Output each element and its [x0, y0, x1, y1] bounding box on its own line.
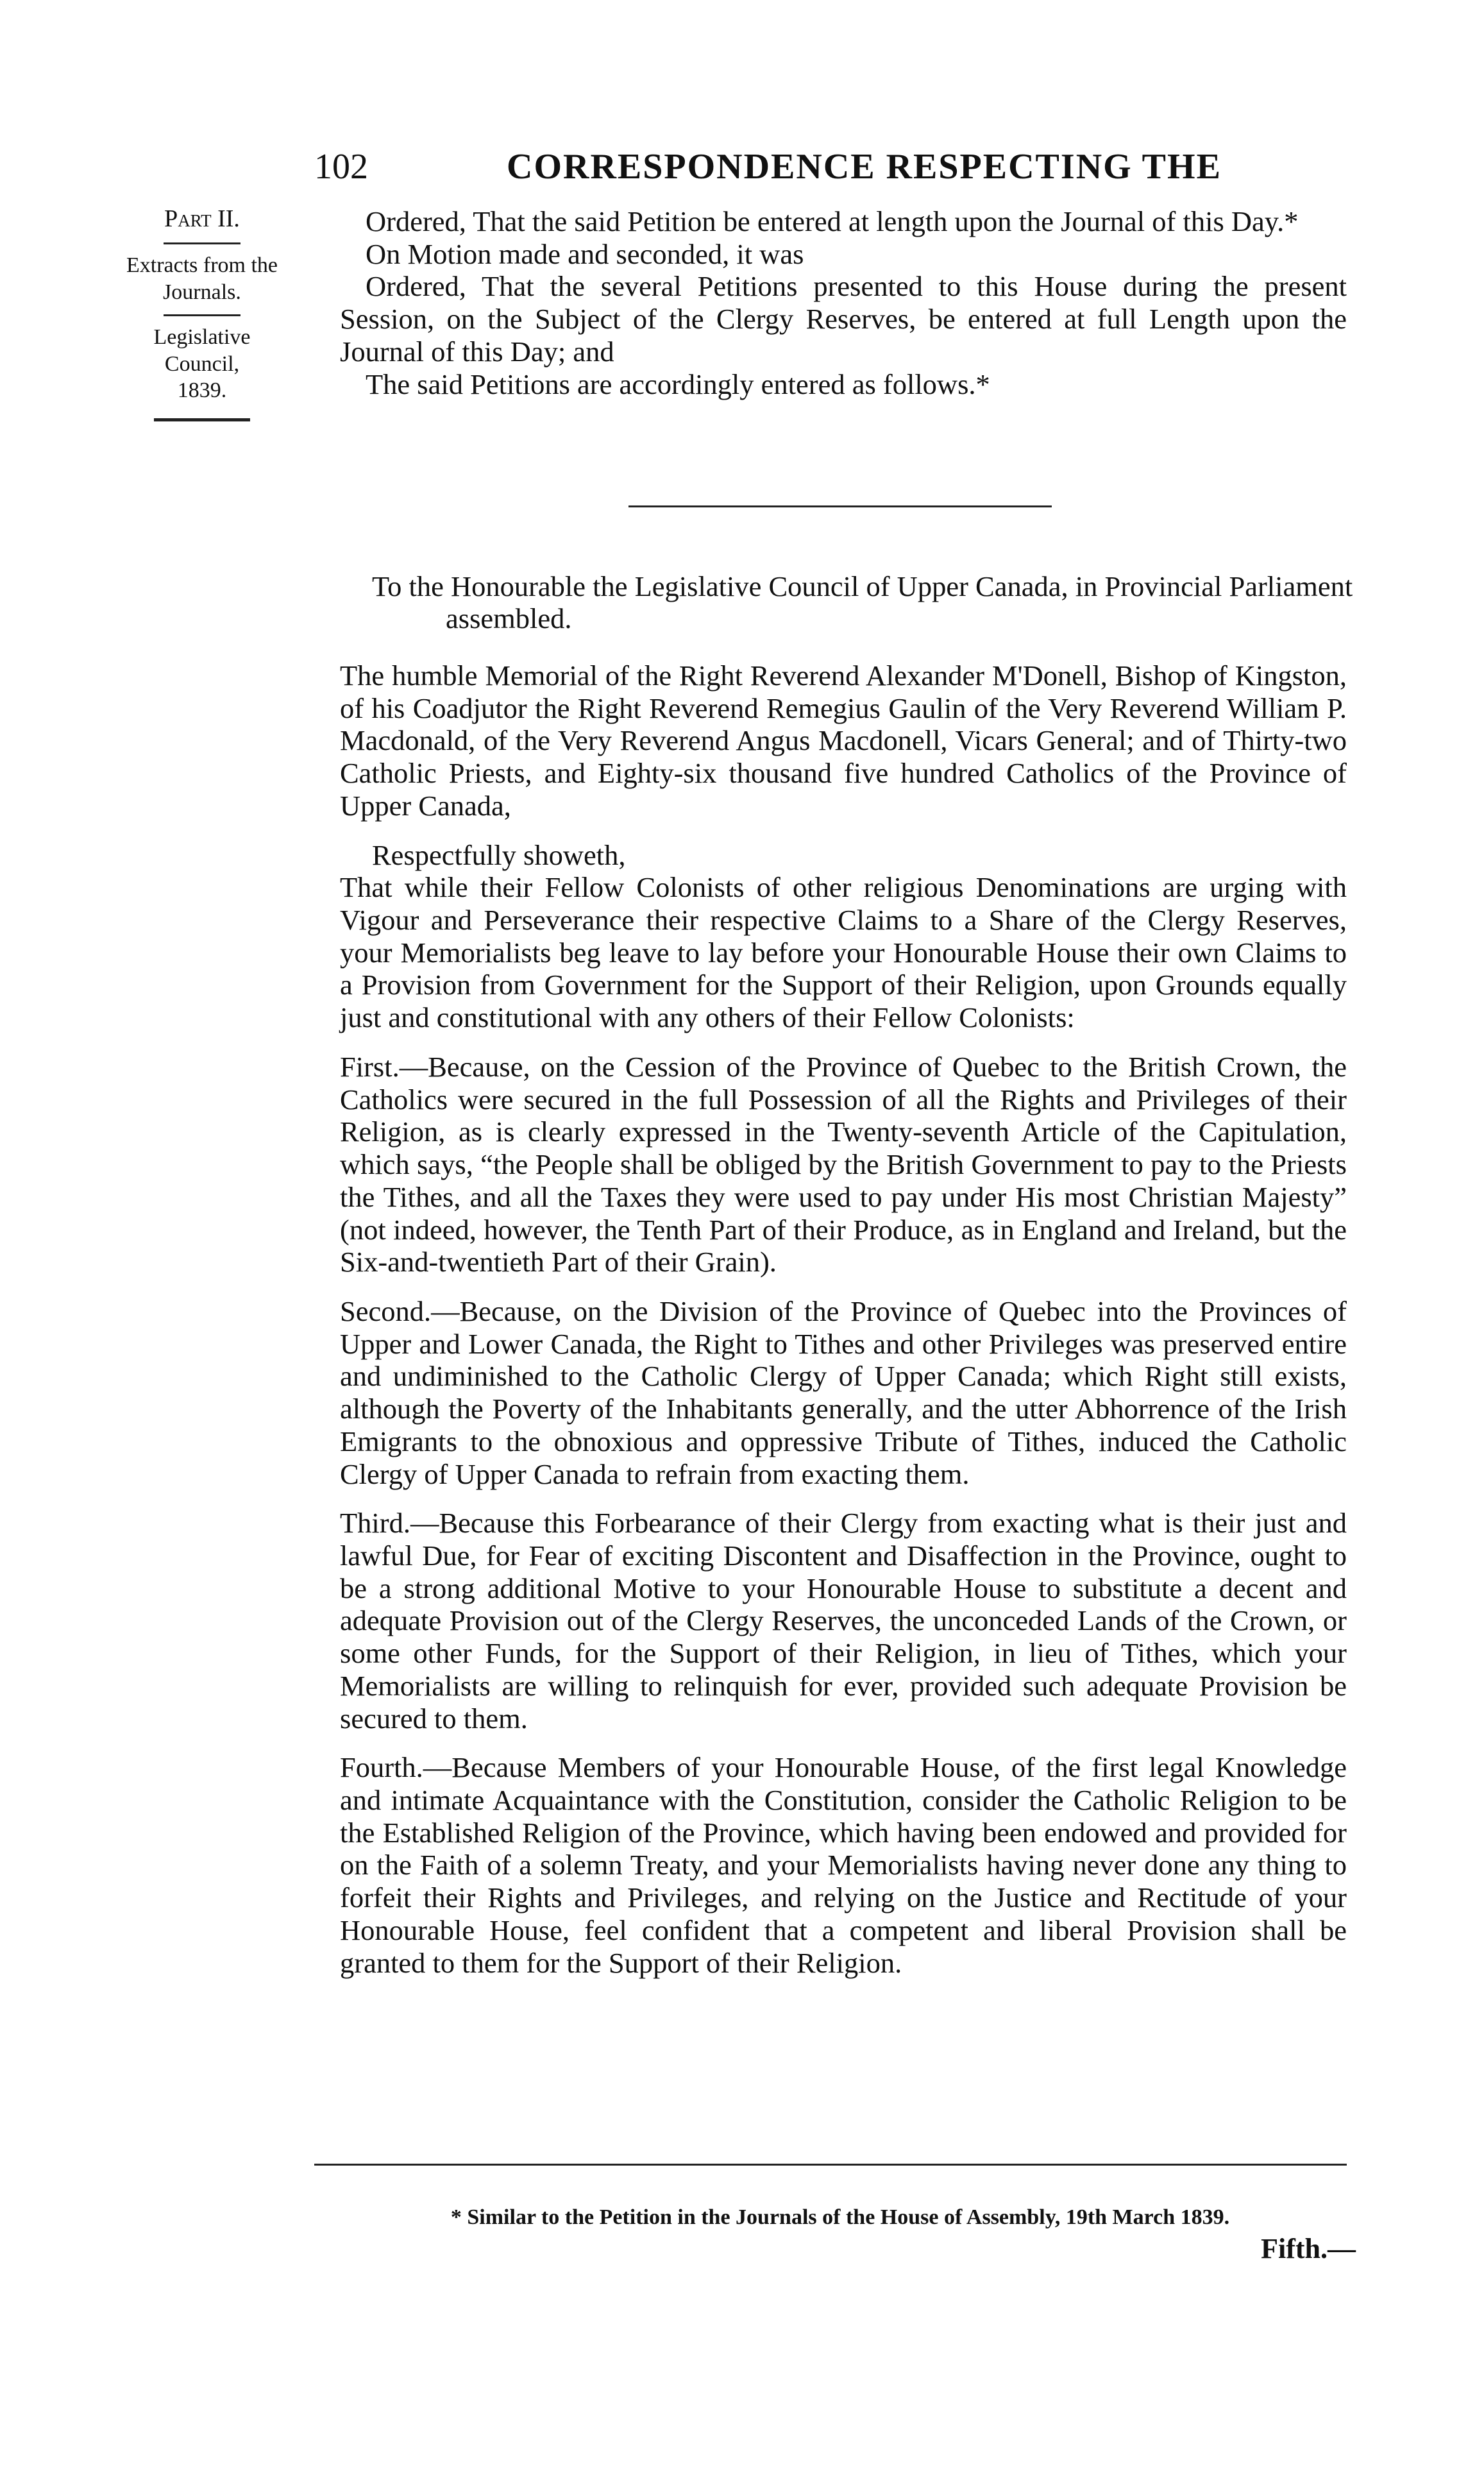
memorial-salutation: Respectfully showeth, — [372, 838, 626, 871]
page-number: 102 — [314, 147, 368, 187]
margin-divider — [154, 418, 250, 421]
margin-section: Extracts from the Journals. — [126, 253, 278, 304]
petition-address: To the Honourable the Legislative Council of Upper Canada, in Provincial Parliament assembled. — [372, 570, 1353, 634]
memorial-paragraph: First.—Because, on the Cession of the Province of Quebec to the British Crown, the Catholics were secured in the full Possession of all the Rights and Privileges of their Religion, as is clearly expressed in the Twenty-seventh Article of the Capitulation, which says, “the People shall be obliged by the British Government to pay to the Priests the Tithes, and all the Taxes they were used to pay under His most Christian Majesty” (not indeed, however, the Tenth Part of their Produce, as in England and Ireland, but the Six-and-twentieth Part of their Grain). — [340, 1050, 1347, 1278]
running-title: CORRESPONDENCE RESPECTING THE — [507, 147, 1222, 187]
memorial-body — [340, 659, 1347, 1996]
margin-year: 1839. — [177, 378, 227, 403]
margin-divider — [164, 242, 240, 244]
footnote: * Similar to the Petition in the Journals of the House of Assembly, 19th March 1839. — [450, 2205, 1230, 2229]
catchword: Fifth.— — [1261, 2233, 1356, 2264]
memorial-paragraph: Second.—Because, on the Division of the Province of Quebec into the Provinces of Upper and Lower Canada, the Right to Tithes and other Privileges was preserved entire and undiminished to the Catholic Clergy of Upper Canada; which Right still exists, although the Poverty of the Inhabitants generally, and the utter Abhorrence of the Irish Emigrants to the obnoxious and oppressive Tribute of Tithes, induced the Catholic Clergy of Upper Canada to refrain from exacting them. — [340, 1294, 1347, 1490]
memorial-paragraph: That while their Fellow Colonists of other religious Denominations are urging with Vigour and Perseverance their respective Claims to a Share of the Clergy Reserves, your Memorialists beg leave to lay before your Honourable House their own Claims to a Provision from Government for the Support of their Religion, upon Grounds equally just and constitutional with any others of their Fellow Colonists: — [340, 871, 1347, 1034]
page-header — [314, 146, 1353, 204]
journal-intro — [340, 205, 1347, 400]
intro-paragraph: On Motion made and seconded, it was — [366, 237, 804, 270]
margin-divider — [164, 314, 240, 316]
margin-subsection: Legislative Council, — [153, 325, 251, 376]
footnote-divider — [314, 2164, 1347, 2166]
intro-paragraph: Ordered, That the said Petition be entered at length upon the Journal of this Day.* — [366, 205, 1299, 237]
margin-part: Part II. — [164, 205, 240, 232]
margin-note — [115, 204, 289, 421]
memorial-paragraph: Third.—Because this Forbearance of their Clergy from exacting what is their just and lawful Due, for Fear of exciting Discontent and Disaffection in the Province, ought to be a strong additional Motive to your Honourable House to substitute a decent and adequate Provision out of the Clergy Reserves, the unconceded Lands of the Crown, or some other Funds, for the Support of their Religion, in lieu of Tithes, which your Memorialists are willing to relinquish for ever, provided such adequate Provision be secured to them. — [340, 1507, 1347, 1735]
intro-paragraph: The said Petitions are accordingly entered as follows.* — [366, 368, 990, 400]
memorial-paragraph: Fourth.—Because Members of your Honourable House, of the first legal Knowledge and intimate Acquaintance with the Constitution, consider the Catholic Religion to be the Established Religion of the Province, which having been endowed and provided for on the Faith of a solemn Treaty, and your Memorialists having never done any thing to forfeit their Rights and Privileges, and relying on the Justice and Rectitude of your Honourable House, feel confident that a competent and liberal Provision shall be granted to them for the Support of their Religion. — [340, 1751, 1347, 1979]
section-divider — [628, 505, 1052, 507]
memorial-paragraph: The humble Memorial of the Right Reverend Alexander M'Donell, Bishop of Kingston, of his Coadjutor the Right Reverend Remegius Gaulin of the Very Reverend William P. Macdonald, of the Very Reverend Angus Macdonell, Vicars General; and of Thirty-two Catholic Priests, and Eighty-six thousand five hundred Catholics of the Province of Upper Canada, — [340, 659, 1347, 822]
intro-paragraph: Ordered, That the several Petitions presented to this House during the present Session, on the Subject of the Clergy Reserves, be entered at full Length upon the Journal of this Day; and — [340, 270, 1347, 368]
